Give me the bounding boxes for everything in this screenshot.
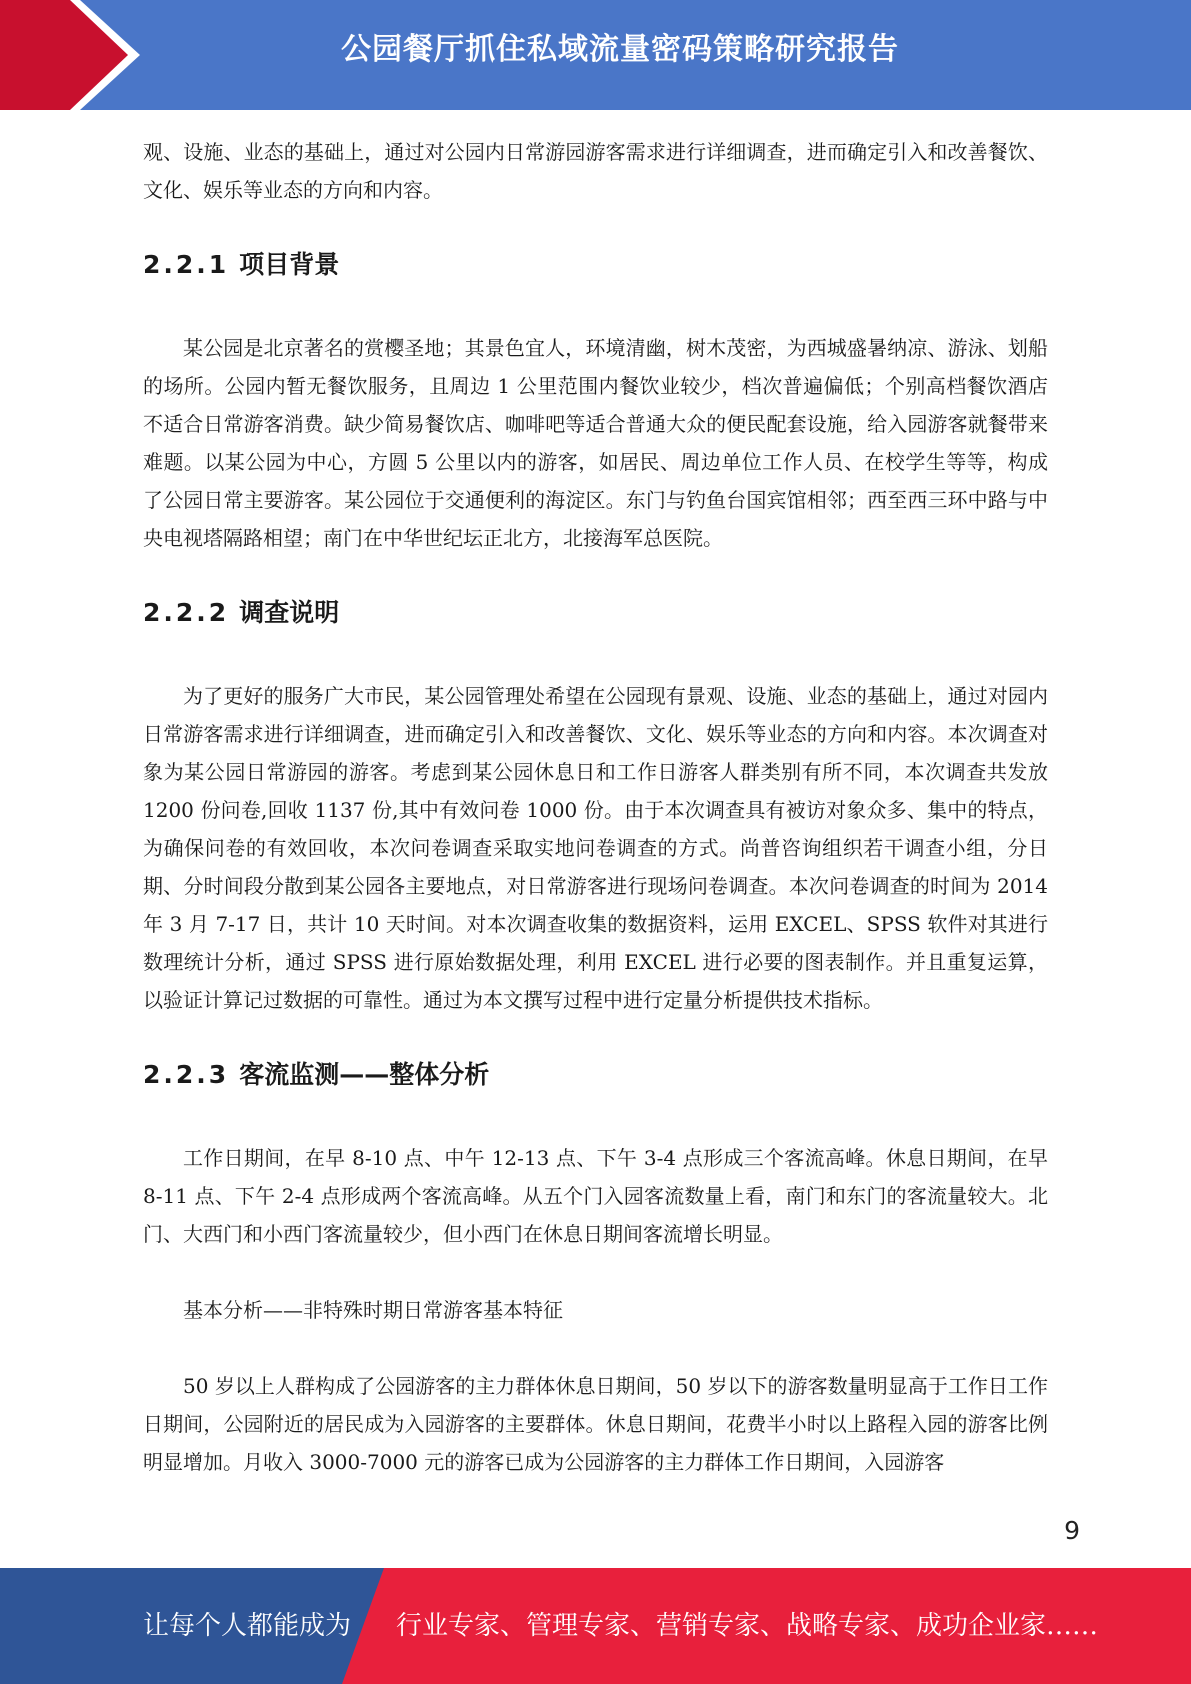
body-paragraph: 50 岁以上人群构成了公园游客的主力群体休息日期间，50 岁以下的游客数量明显高于工作日工作日期间，公园附近的居民成为入园游客的主要群体。休息日期间，花费半小时以上路程入园的游客比例明显增加。月收入 3000-7000 元的游客已成为公园游客的主力群体工作日期间，入园游客 xyxy=(143,1374,1048,1474)
subheading-paragraph: 基本分析——非特殊时期日常游客基本特征 xyxy=(183,1298,563,1322)
section-heading xyxy=(143,1055,1048,1095)
page-header xyxy=(0,0,1191,110)
section-number: 2.2.2 xyxy=(143,598,230,627)
section-title: 客流监测——整体分析 xyxy=(239,1060,490,1089)
footer-slogan-right: 行业专家、管理专家、营销专家、战略专家、成功企业家…… xyxy=(396,1611,1099,1641)
section-heading xyxy=(143,245,1048,285)
body-paragraph: 为了更好的服务广大市民，某公园管理处希望在公园现有景观、设施、业态的基础上，通过对园内日常游客需求进行详细调查，进而确定引入和改善餐饮、文化、娱乐等业态的方向和内容。本次调查对象为某公园日常游园的游客。考虑到某公园休息日和工作日游客人群类别有所不同，本次调查共发放 1200 份问卷,回收 1137 份,其中有效问卷 1000 份。由于本次调查具有被访对象众多、集中的特点，为确保问卷的有效回收，本次问卷调查采取实地问卷调查的方式。尚普咨询组织若干调查小组，分日期、分时间段分散到某公园各主要地点，对日常游客进行现场问卷调查。本次问卷调查的时间为 2014 年 3 月 7-17 日，共计 10 天时间。对本次调查收集的数据资料，运用 EXCEL、SPSS 软件对其进行数理统计分析，通过 SPSS 进行原始数据处理，利用 EXCEL 进行必要的图表制作。并且重复运算，以验证计算记过数据的可靠性。通过为本文撰写过程中进行定量分析提供技术指标。 xyxy=(143,684,1048,1012)
section-heading xyxy=(143,593,1048,633)
page-footer xyxy=(0,1568,1191,1684)
footer-slogan-left: 让每个人都能成为 xyxy=(143,1611,352,1641)
page-number: 9 xyxy=(1064,1516,1080,1545)
section-number: 2.2.1 xyxy=(143,250,230,279)
section-number: 2.2.3 xyxy=(143,1060,230,1089)
report-title: 公园餐厅抓住私域流量密码策略研究报告 xyxy=(341,32,899,67)
document-body xyxy=(143,133,1048,1481)
body-paragraph: 工作日期间，在早 8-10 点、中午 12-13 点、下午 3-4 点形成三个客流高峰。休息日期间，在早 8-11 点、下午 2-4 点形成两个客流高峰。从五个门入园客流数量上看，南门和东门的客流量较大。北门、大西门和小西门客流量较少，但小西门在休息日期间客流增长明显。 xyxy=(143,1146,1048,1246)
section-title: 项目背景 xyxy=(239,250,340,279)
intro-paragraph: 观、设施、业态的基础上，通过对公园内日常游园游客需求进行详细调查，进而确定引入和改善餐饮、文化、娱乐等业态的方向和内容。 xyxy=(143,140,1048,202)
section-title: 调查说明 xyxy=(239,598,340,627)
body-paragraph: 某公园是北京著名的赏樱圣地；其景色宜人，环境清幽，树木茂密，为西城盛暑纳凉、游泳、划船的场所。公园内暂无餐饮服务，且周边 1 公里范围内餐饮业较少，档次普遍偏低；个别高档餐饮酒店不适合日常游客消费。缺少简易餐饮店、咖啡吧等适合普通大众的便民配套设施，给入园游客就餐带来难题。以某公园为中心，方圆 5 公里以内的游客，如居民、周边单位工作人员、在校学生等等，构成了公园日常主要游客。某公园位于交通便利的海淀区。东门与钓鱼台国宾馆相邻；西至西三环中路与中央电视塔隔路相望；南门在中华世纪坛正北方，北接海军总医院。 xyxy=(143,336,1048,550)
